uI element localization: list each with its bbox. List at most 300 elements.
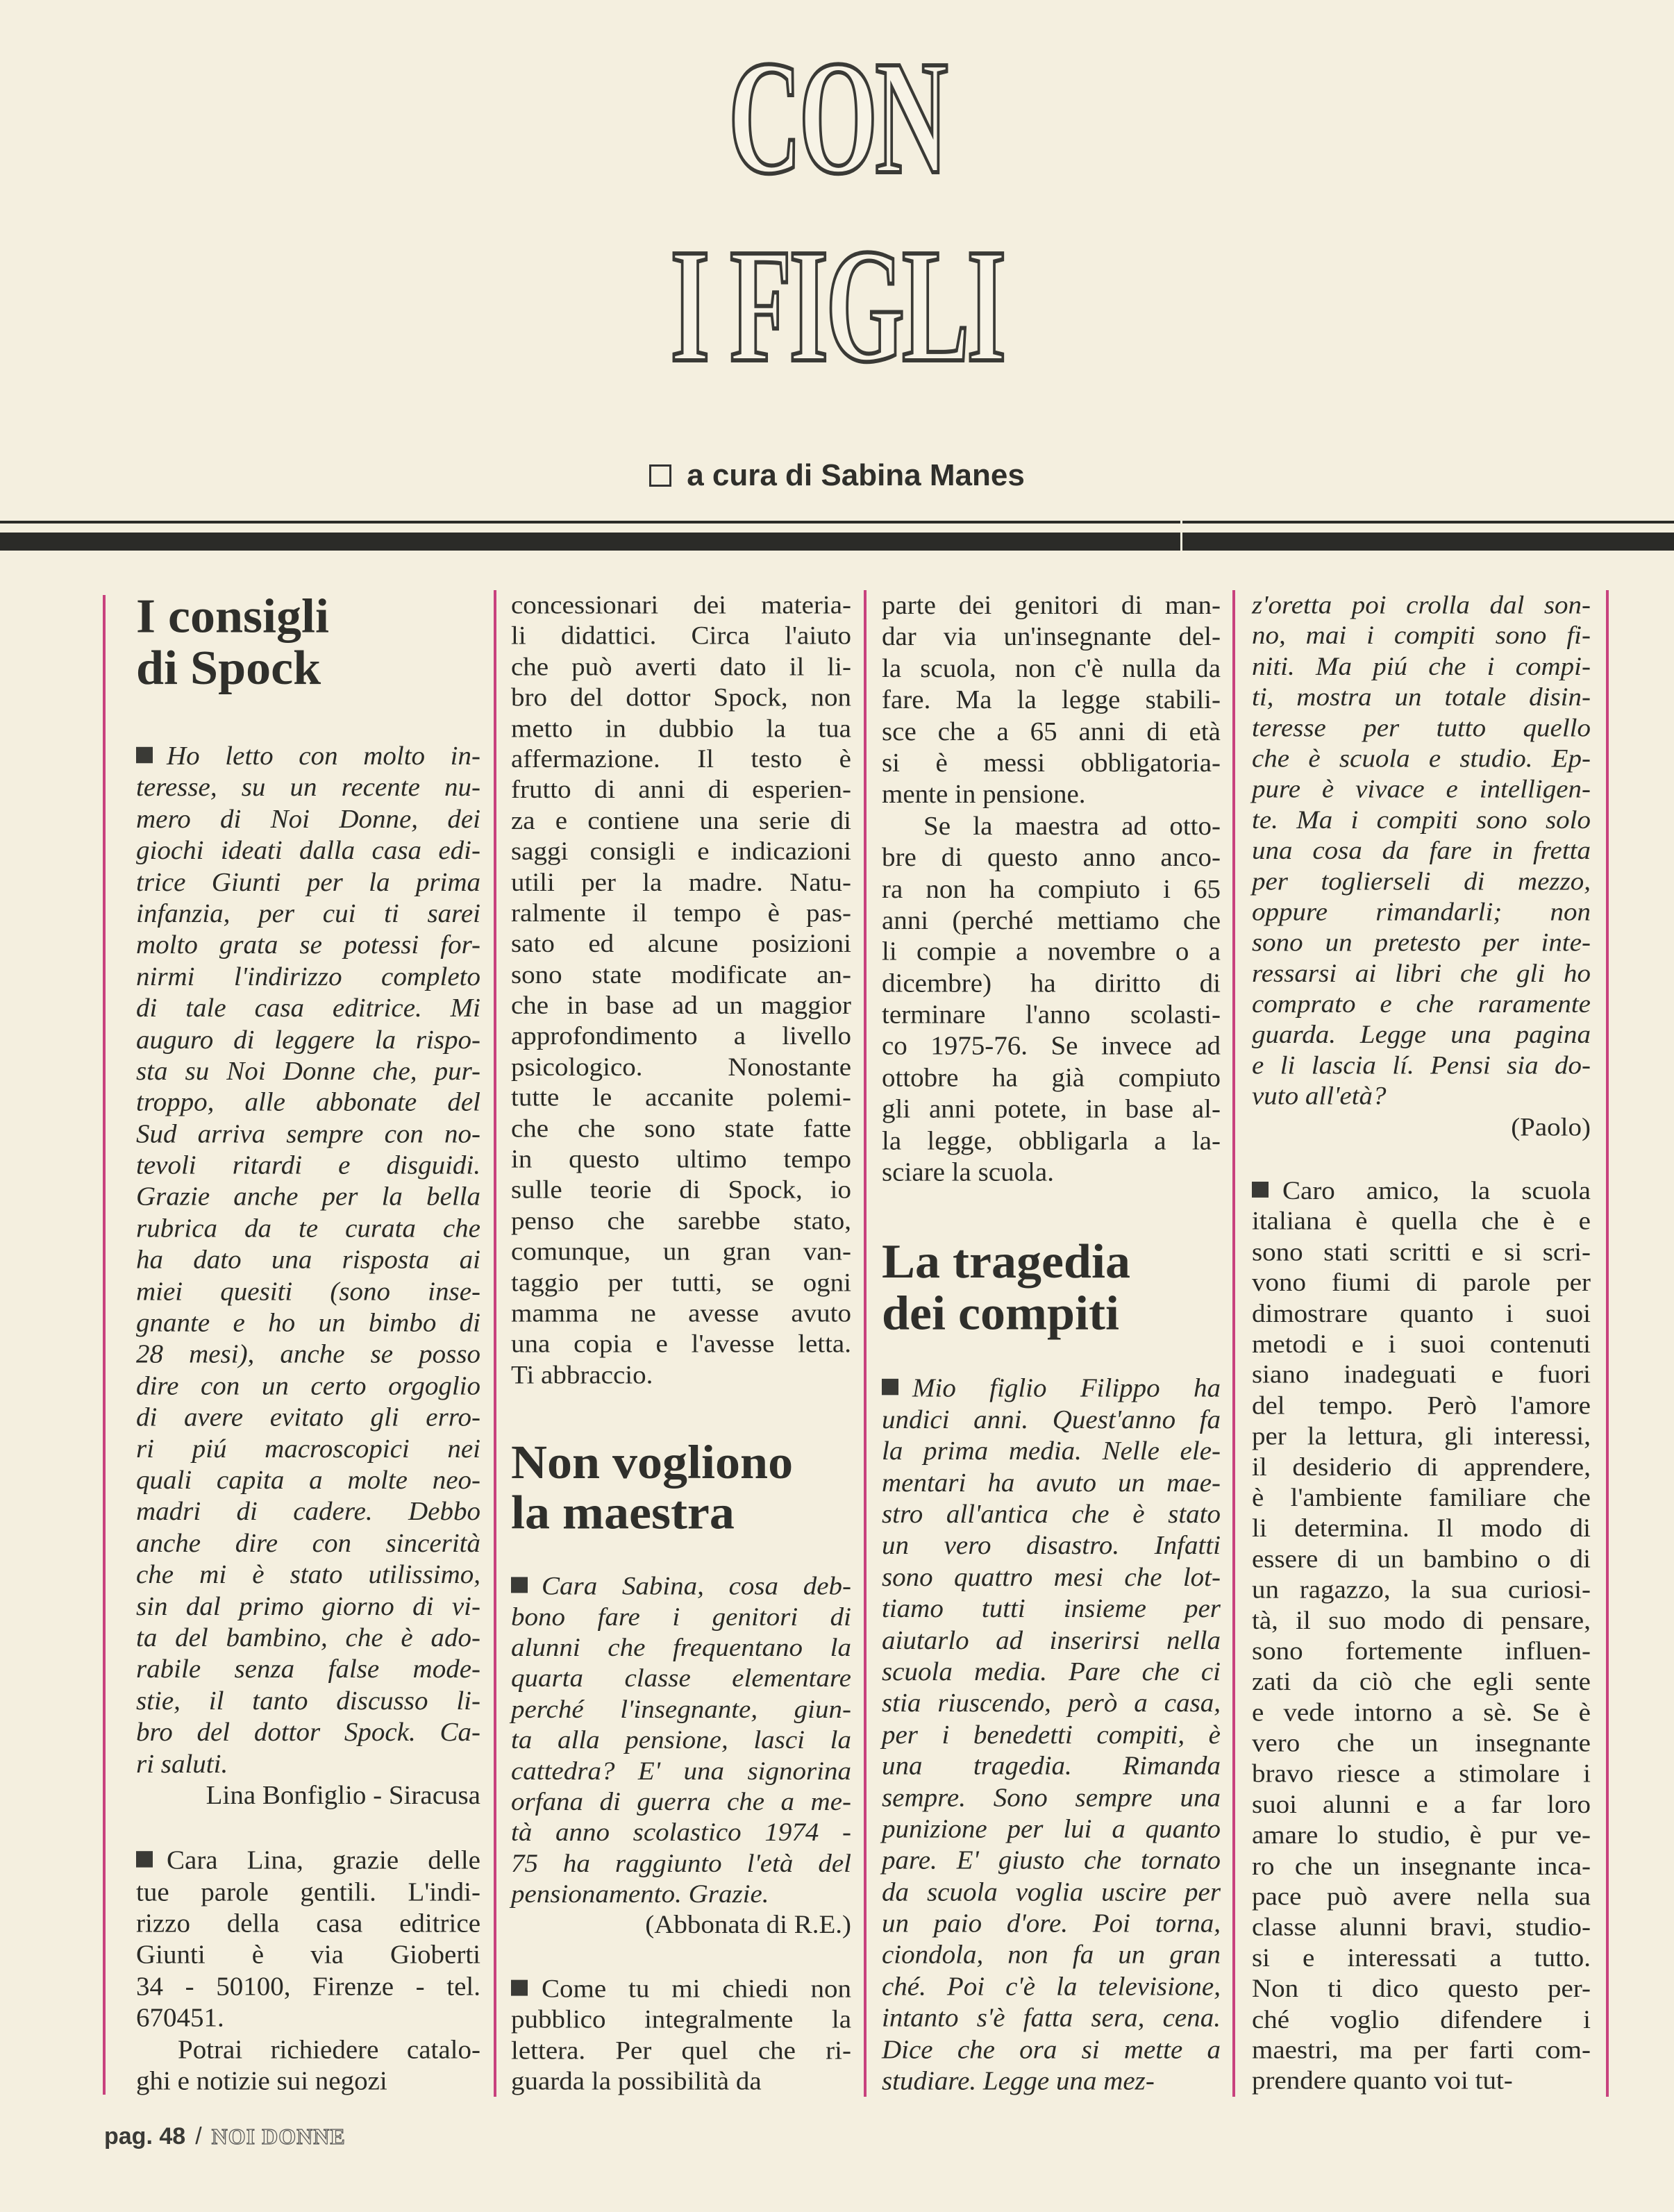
reader-letter (882, 1373, 1221, 2097)
text-line (511, 1571, 851, 1602)
line-text: ta del bambino, che è ado- (136, 1623, 480, 1652)
page-number: 48 (159, 2123, 186, 2150)
line-text: e li lascia lí. Pensi sia do- (1252, 1051, 1591, 1080)
heading-line: Non vogliono (511, 1435, 794, 1489)
line-text: quarta classe elementare (511, 1664, 851, 1693)
line-text: un vero disastro. Infatti (882, 1531, 1221, 1561)
text-line (1252, 959, 1591, 989)
text-line (1252, 774, 1591, 805)
line-text: Ti abbraccio. (511, 1360, 653, 1389)
page-label: pag. (104, 2123, 153, 2150)
text-line (882, 1094, 1221, 1125)
column-divider-3 (1232, 590, 1235, 2097)
column-divider-right (1606, 590, 1609, 2097)
line-text: classe alunni bravi, studio- (1252, 1913, 1591, 1942)
line-text: gnante e ho un bimbo di (136, 1308, 480, 1338)
text-line (136, 772, 480, 803)
line-text: psicologico. Nonostante (511, 1053, 851, 1082)
line-text: nirmi l'indirizzo completo (136, 962, 480, 991)
filled-square-icon (1252, 1182, 1269, 1198)
line-text: mentari ha avuto un mae- (882, 1468, 1221, 1498)
line-text: rubrica da te curata che (136, 1214, 480, 1243)
text-line (511, 1052, 851, 1082)
line-text: ché. Poi c'è la televisione, (882, 1972, 1221, 2002)
line-text: 28 mesi), anche se posso (136, 1339, 480, 1369)
line-text: mamma ne avesse avuto (511, 1298, 851, 1327)
line-text: parte dei genitori di man- (882, 590, 1221, 621)
heading-line: la maestra (511, 1486, 735, 1540)
byline-text: a cura di Sabina Manes (687, 458, 1025, 492)
text-line (882, 1657, 1221, 1688)
text-line (1252, 1207, 1591, 1237)
text-line (136, 1245, 480, 1276)
line-text: sono quattro mesi che lot- (882, 1562, 1221, 1592)
line-text: vero che un insegnante (1252, 1729, 1591, 1758)
filled-square-icon (882, 1379, 898, 1395)
line-text: utili per la madre. Natu- (511, 868, 851, 897)
text-line (1252, 1421, 1591, 1452)
text-line (1252, 1912, 1591, 1943)
line-text: ralmente il tempo è pas- (511, 898, 851, 928)
header-rule-thin (0, 521, 1674, 523)
footer-separator: / (195, 2123, 202, 2150)
line-text: concessionari dei materia- (511, 590, 851, 620)
page-footer (104, 2123, 346, 2150)
text-line (136, 1908, 480, 1939)
text-line (882, 1031, 1221, 1062)
line-text: tà anno scolastico 1974 - (511, 1818, 851, 1847)
text-line (1252, 1237, 1591, 1268)
line-text: amare lo studio, è pur ve- (1252, 1820, 1591, 1850)
line-text: tutte le accanite polemi- (511, 1083, 851, 1112)
article-heading (511, 1437, 851, 1538)
text-line (1252, 1020, 1591, 1050)
line-text: ri saluti. (136, 1749, 228, 1779)
text-line (511, 682, 851, 713)
text-line (511, 1602, 851, 1632)
text-line (511, 1175, 851, 1206)
text-line (136, 1276, 480, 1307)
text-line (511, 590, 851, 621)
line-text: pure è vivace e intelligen- (1252, 775, 1591, 804)
text-line (136, 1213, 480, 1244)
text-line (1252, 1050, 1591, 1081)
text-line (882, 1782, 1221, 1813)
line-text: punizione per lui a quanto (882, 1814, 1221, 1844)
line-text: undici anni. Quest'anno fa (882, 1405, 1221, 1434)
text-line (511, 2066, 851, 2097)
line-text: Cara Sabina, cosa deb- (542, 1571, 851, 1601)
text-line (136, 1182, 480, 1213)
text-line (1252, 1605, 1591, 1636)
line-text: Caro amico, la scuola (1282, 1176, 1591, 1205)
text-line (882, 621, 1221, 653)
line-text: siano inadeguati e fuori (1252, 1360, 1591, 1389)
text-line (511, 652, 851, 682)
text-line (511, 1848, 851, 1879)
line-text: maestri, ma per farti com- (1252, 2036, 1591, 2065)
line-text: che mi è stato utilissimo, (136, 1560, 480, 1590)
text-line (136, 1845, 480, 1877)
line-text: Se la maestra ad otto- (923, 811, 1221, 841)
editor-answer (136, 1845, 480, 2034)
text-line (511, 805, 851, 836)
line-text: taggio per tutti, se ogni (511, 1268, 851, 1297)
line-text: si e interessati a tutto. (1252, 1943, 1591, 1972)
line-text: pensionamento. Grazie. (511, 1879, 769, 1909)
filled-square-icon (136, 747, 153, 763)
text-line (1252, 1575, 1591, 1605)
header-rule-gap (1180, 521, 1182, 552)
text-line (136, 1559, 480, 1591)
text-line (136, 1371, 480, 1402)
line-text: z'oretta poi crolla dal son- (1252, 590, 1591, 619)
text-line (1252, 1974, 1591, 2004)
line-text: una cosa da fare in fretta (1252, 836, 1591, 865)
text-line (511, 1083, 851, 1114)
line-text: metodi e i suoi contenuti (1252, 1330, 1591, 1359)
text-line (136, 1748, 480, 1779)
text-line (136, 741, 480, 772)
line-text: affermazione. Il testo è (511, 744, 851, 773)
line-text: una tragedia. Rimanda (882, 1751, 1221, 1781)
text-line (882, 2066, 1221, 2097)
line-text: perché l'insegnante, giun- (511, 1695, 851, 1724)
line-text: la legge, obbligarla a la- (882, 1125, 1221, 1155)
line-text: comprato e che raramente (1252, 989, 1591, 1019)
text-line (882, 653, 1221, 685)
line-text: molto grata se potessi for- (136, 930, 480, 960)
line-text: te. Ma i compiti sono solo (1252, 805, 1591, 835)
text-line (1252, 1698, 1591, 1728)
text-line (882, 748, 1221, 779)
text-line (511, 837, 851, 867)
line-text: no, mai i compiti sono fi- (1252, 621, 1591, 651)
text-line (136, 898, 480, 930)
text-line (1252, 1514, 1591, 1544)
line-text: mente in pensione. (882, 780, 1086, 810)
text-line (136, 1591, 480, 1622)
text-line (882, 2034, 1221, 2066)
text-line (511, 621, 851, 651)
line-text: co 1975-76. Se invece ad (882, 1031, 1221, 1061)
line-text: Dice che ora si mette a (882, 2034, 1221, 2064)
line-text: che che sono state fatte (511, 1114, 851, 1143)
line-text: ressarsi ai libri che gli ho (1252, 959, 1591, 988)
text-line (1252, 590, 1591, 621)
line-text: bro del dottor Spock. Ca- (136, 1717, 480, 1747)
text-line (882, 1062, 1221, 1094)
line-text: è l'ambiente familiare che (1252, 1483, 1591, 1512)
text-line (511, 1021, 851, 1052)
column-1 (136, 590, 480, 2097)
line-text: frutto di anni di esperien- (511, 776, 851, 805)
line-text: Non ti dico questo per- (1252, 1974, 1591, 2003)
line-text: troppo, alle abbonate del (136, 1087, 480, 1117)
line-text: ri piú macroscopici nei (136, 1434, 480, 1464)
text-line (136, 1118, 480, 1150)
text-line (1252, 1483, 1591, 1514)
line-text: il desiderio di apprendere, (1252, 1452, 1591, 1482)
section-title-line-2: I FIGLI (670, 215, 1004, 396)
text-line (136, 1528, 480, 1559)
line-text: li compie a novembre o a (882, 937, 1221, 966)
line-text: fare. Ma la legge stabili- (882, 685, 1221, 715)
text-line (882, 1373, 1221, 1404)
text-line (136, 1717, 480, 1748)
line-text: quali capita a molte neo- (136, 1465, 480, 1495)
line-text: li didattici. Circa l'aiuto (511, 621, 851, 651)
text-line (511, 898, 851, 928)
text-line (136, 1940, 480, 1971)
reader-letter (136, 741, 480, 1779)
text-line (1252, 989, 1591, 1020)
line-text: tue parole gentili. L'indi- (136, 1877, 480, 1907)
text-line (136, 1623, 480, 1654)
line-text: li determina. Il modo di (1252, 1514, 1591, 1543)
line-text: tiamo tutti insieme per (882, 1593, 1221, 1623)
line-text: Mio figlio Filippo ha (912, 1373, 1221, 1403)
text-line (1252, 1298, 1591, 1329)
column-divider-left (103, 595, 106, 2095)
section-title-line-1: CON (728, 27, 946, 208)
line-text: oppure rimandarli; non (1252, 898, 1591, 927)
line-text: per la lettura, gli interessi, (1252, 1422, 1591, 1451)
square-outline-icon (649, 464, 671, 487)
line-text: Sud arriva sempre con no- (136, 1119, 480, 1149)
text-line (511, 1818, 851, 1848)
text-line (136, 1307, 480, 1339)
line-text: ra non ha compiuto i 65 (882, 874, 1221, 904)
text-line (511, 744, 851, 775)
line-text: bono fare i genitori di (511, 1602, 851, 1632)
text-line (1252, 1360, 1591, 1391)
line-text: giochi ideati dalla casa edi- (136, 836, 480, 866)
line-text: del tempo. Però l'amore (1252, 1391, 1591, 1420)
line-text: sciare la scuola. (882, 1157, 1054, 1187)
line-text: e vede intorno a sè. Se è (1252, 1698, 1591, 1727)
line-text: sce che a 65 anni di età (882, 717, 1221, 746)
line-text: da scuola voglia uscire per (882, 1877, 1221, 1907)
line-text: stie, il tanto discusso li- (136, 1686, 480, 1716)
line-text: aiutarlo ad inserirsi nella (882, 1625, 1221, 1655)
line-text: cattedra? E' una signorina (511, 1756, 851, 1786)
line-text: di tale casa editrice. Mi (136, 993, 480, 1023)
line-text: teresse per tutto quello (1252, 713, 1591, 742)
text-line (511, 1360, 851, 1391)
line-text: si è messi obbligatoria- (882, 748, 1221, 778)
text-line (882, 590, 1221, 621)
line-text: pubblico integralmente la (511, 2005, 851, 2034)
line-text: orfana di guerra che a me- (511, 1787, 851, 1816)
line-text: gli anni potete, in base al- (882, 1094, 1221, 1124)
text-line (136, 1971, 480, 2002)
signature-text: Lina Bonfiglio - Siracusa (206, 1780, 480, 1810)
text-line (1252, 1943, 1591, 1974)
text-line (511, 1633, 851, 1664)
line-text: penso che sarebbe stato, (511, 1206, 851, 1235)
line-text: che è scuola e studio. Ep- (1252, 744, 1591, 773)
line-text: miei quesiti (sono inse- (136, 1276, 480, 1306)
text-line (882, 1971, 1221, 2002)
line-text: niti. Ma piú che i compi- (1252, 652, 1591, 681)
line-text: di avere evitato gli erro- (136, 1402, 480, 1432)
text-line (136, 1877, 480, 1908)
text-line (882, 1845, 1221, 1877)
article-heading (136, 590, 480, 694)
text-line (1252, 1636, 1591, 1667)
line-text: lettera. Per quel che ri- (511, 2036, 851, 2065)
filled-square-icon (511, 1980, 528, 1996)
text-line (136, 804, 480, 835)
line-text: alunni che frequentano la (511, 1633, 851, 1662)
text-line (882, 1908, 1221, 1939)
line-text: la prima media. Nelle ele- (882, 1436, 1221, 1466)
text-line (1252, 1728, 1591, 1759)
text-line (1252, 866, 1591, 897)
reader-letter (1252, 590, 1591, 1112)
text-line (1252, 928, 1591, 958)
line-text: terminare l'anno scolasti- (882, 1000, 1221, 1030)
text-line (136, 2066, 480, 2097)
line-text: sono stati scritti e si scri- (1252, 1237, 1591, 1266)
text-line (511, 1786, 851, 1817)
text-line (1252, 805, 1591, 835)
line-text: vono fiumi di parole per (1252, 1268, 1591, 1297)
text-line (882, 716, 1221, 747)
text-line (882, 685, 1221, 716)
text-line (882, 810, 1221, 841)
text-line (882, 1468, 1221, 1499)
text-line (1252, 897, 1591, 928)
line-text: essere di un bambino o di (1252, 1544, 1591, 1573)
text-line (882, 1405, 1221, 1436)
text-line (511, 1237, 851, 1267)
line-text: guarda. Legge una pagina (1252, 1020, 1591, 1049)
text-line (136, 1496, 480, 1527)
text-line (1252, 2035, 1591, 2066)
text-line (882, 1719, 1221, 1750)
line-text: trice Giunti per la prima (136, 867, 480, 897)
text-line (1252, 1081, 1591, 1112)
text-line (1252, 1175, 1591, 1206)
line-text: guarda la possibilità da (511, 2066, 762, 2095)
line-text: tà, il suo modo di pensare, (1252, 1606, 1591, 1635)
text-line (882, 1000, 1221, 1031)
text-line (1252, 744, 1591, 774)
line-text: anni (perché mettiamo che (882, 905, 1221, 935)
line-text: 34 - 50100, Firenze - tel. (136, 1972, 480, 2002)
line-text: tevoli ritardi e disguidi. (136, 1150, 480, 1180)
text-line (136, 1434, 480, 1465)
text-line (882, 937, 1221, 968)
line-text: Grazie anche per la bella (136, 1182, 480, 1212)
line-text: approfondimento a livello (511, 1021, 851, 1050)
line-text: ché voglio difendere i (1252, 2005, 1591, 2034)
line-text: Cara Lina, grazie delle (167, 1845, 480, 1875)
line-text: pace può avere nella sua (1252, 1882, 1591, 1911)
line-text: sono fortemente influen- (1252, 1636, 1591, 1666)
text-line (1252, 682, 1591, 713)
line-text: studiare. Legge una mez- (882, 2066, 1155, 2096)
text-line (882, 1593, 1221, 1625)
line-text: infanzia, per cui ti sarei (136, 898, 480, 928)
text-line (136, 835, 480, 866)
text-line (136, 1339, 480, 1371)
text-line (882, 873, 1221, 905)
heading-line: di Spock (136, 640, 321, 695)
line-text: per i benedetti compiti, è (882, 1720, 1221, 1750)
line-text: sulle teorie di Spock, io (511, 1175, 851, 1205)
editor-answer (882, 590, 1221, 810)
text-line (511, 1298, 851, 1329)
line-text: sempre. Sono sempre una (882, 1782, 1221, 1812)
text-line (511, 1664, 851, 1694)
text-line (136, 1465, 480, 1496)
text-line (136, 1402, 480, 1433)
line-text: che in base ad un maggior (511, 991, 851, 1020)
editor-answer (136, 2034, 480, 2097)
text-line (511, 1725, 851, 1756)
line-text: ti, mostra un totale disin- (1252, 682, 1591, 712)
text-line (1252, 651, 1591, 682)
text-line (1252, 836, 1591, 866)
filled-square-icon (136, 1851, 153, 1867)
text-line (511, 1329, 851, 1359)
text-line (511, 1974, 851, 2004)
line-text: comunque, un gran van- (511, 1237, 851, 1266)
editor-answer (1252, 1175, 1591, 2096)
text-line (882, 842, 1221, 873)
text-line (511, 1756, 851, 1786)
line-text: zati da ciò che egli sente (1252, 1667, 1591, 1696)
line-text: sono un pretesto per inte- (1252, 928, 1591, 957)
line-text: Potrai richiedere catalo- (178, 2034, 480, 2064)
column-divider-2 (864, 590, 867, 2097)
line-text: za e contiene una serie di (511, 806, 851, 835)
text-line (882, 779, 1221, 810)
line-text: anche dire con sincerità (136, 1528, 480, 1558)
byline (0, 458, 1674, 493)
line-text: una copia e l'avesse letta. (511, 1330, 851, 1359)
text-line (1252, 1329, 1591, 1359)
letter-signature (136, 1779, 480, 1811)
line-text: bravo riesce a stimolare i (1252, 1759, 1591, 1788)
heading-line: dei compiti (882, 1286, 1119, 1341)
line-text: vuto all'età? (1252, 1082, 1387, 1111)
text-line (511, 2036, 851, 2066)
line-text: stro all'antica che è stato (882, 1499, 1221, 1529)
signature-text: (Paolo) (1511, 1112, 1591, 1141)
column-2 (511, 590, 851, 2097)
line-text: pare. E' giusto che tornato (882, 1845, 1221, 1875)
line-text: ta alla pensione, lasci la (511, 1725, 851, 1754)
line-text: ottobre ha già compiuto (882, 1063, 1221, 1093)
header-rule-thick (0, 533, 1674, 551)
text-line (882, 1157, 1221, 1188)
text-line (511, 1114, 851, 1144)
line-text: ha dato una risposta ai (136, 1245, 480, 1275)
text-line (136, 1685, 480, 1716)
line-text: prendere quanto voi tut- (1252, 2066, 1513, 2095)
line-text: dire con un certo orgoglio (136, 1371, 480, 1400)
line-text: un ragazzo, la sua curiosi- (1252, 1575, 1591, 1604)
text-line (882, 1751, 1221, 1782)
text-line (1252, 1759, 1591, 1789)
reader-letter (511, 1571, 851, 1910)
text-line (136, 993, 480, 1024)
text-line (511, 867, 851, 898)
